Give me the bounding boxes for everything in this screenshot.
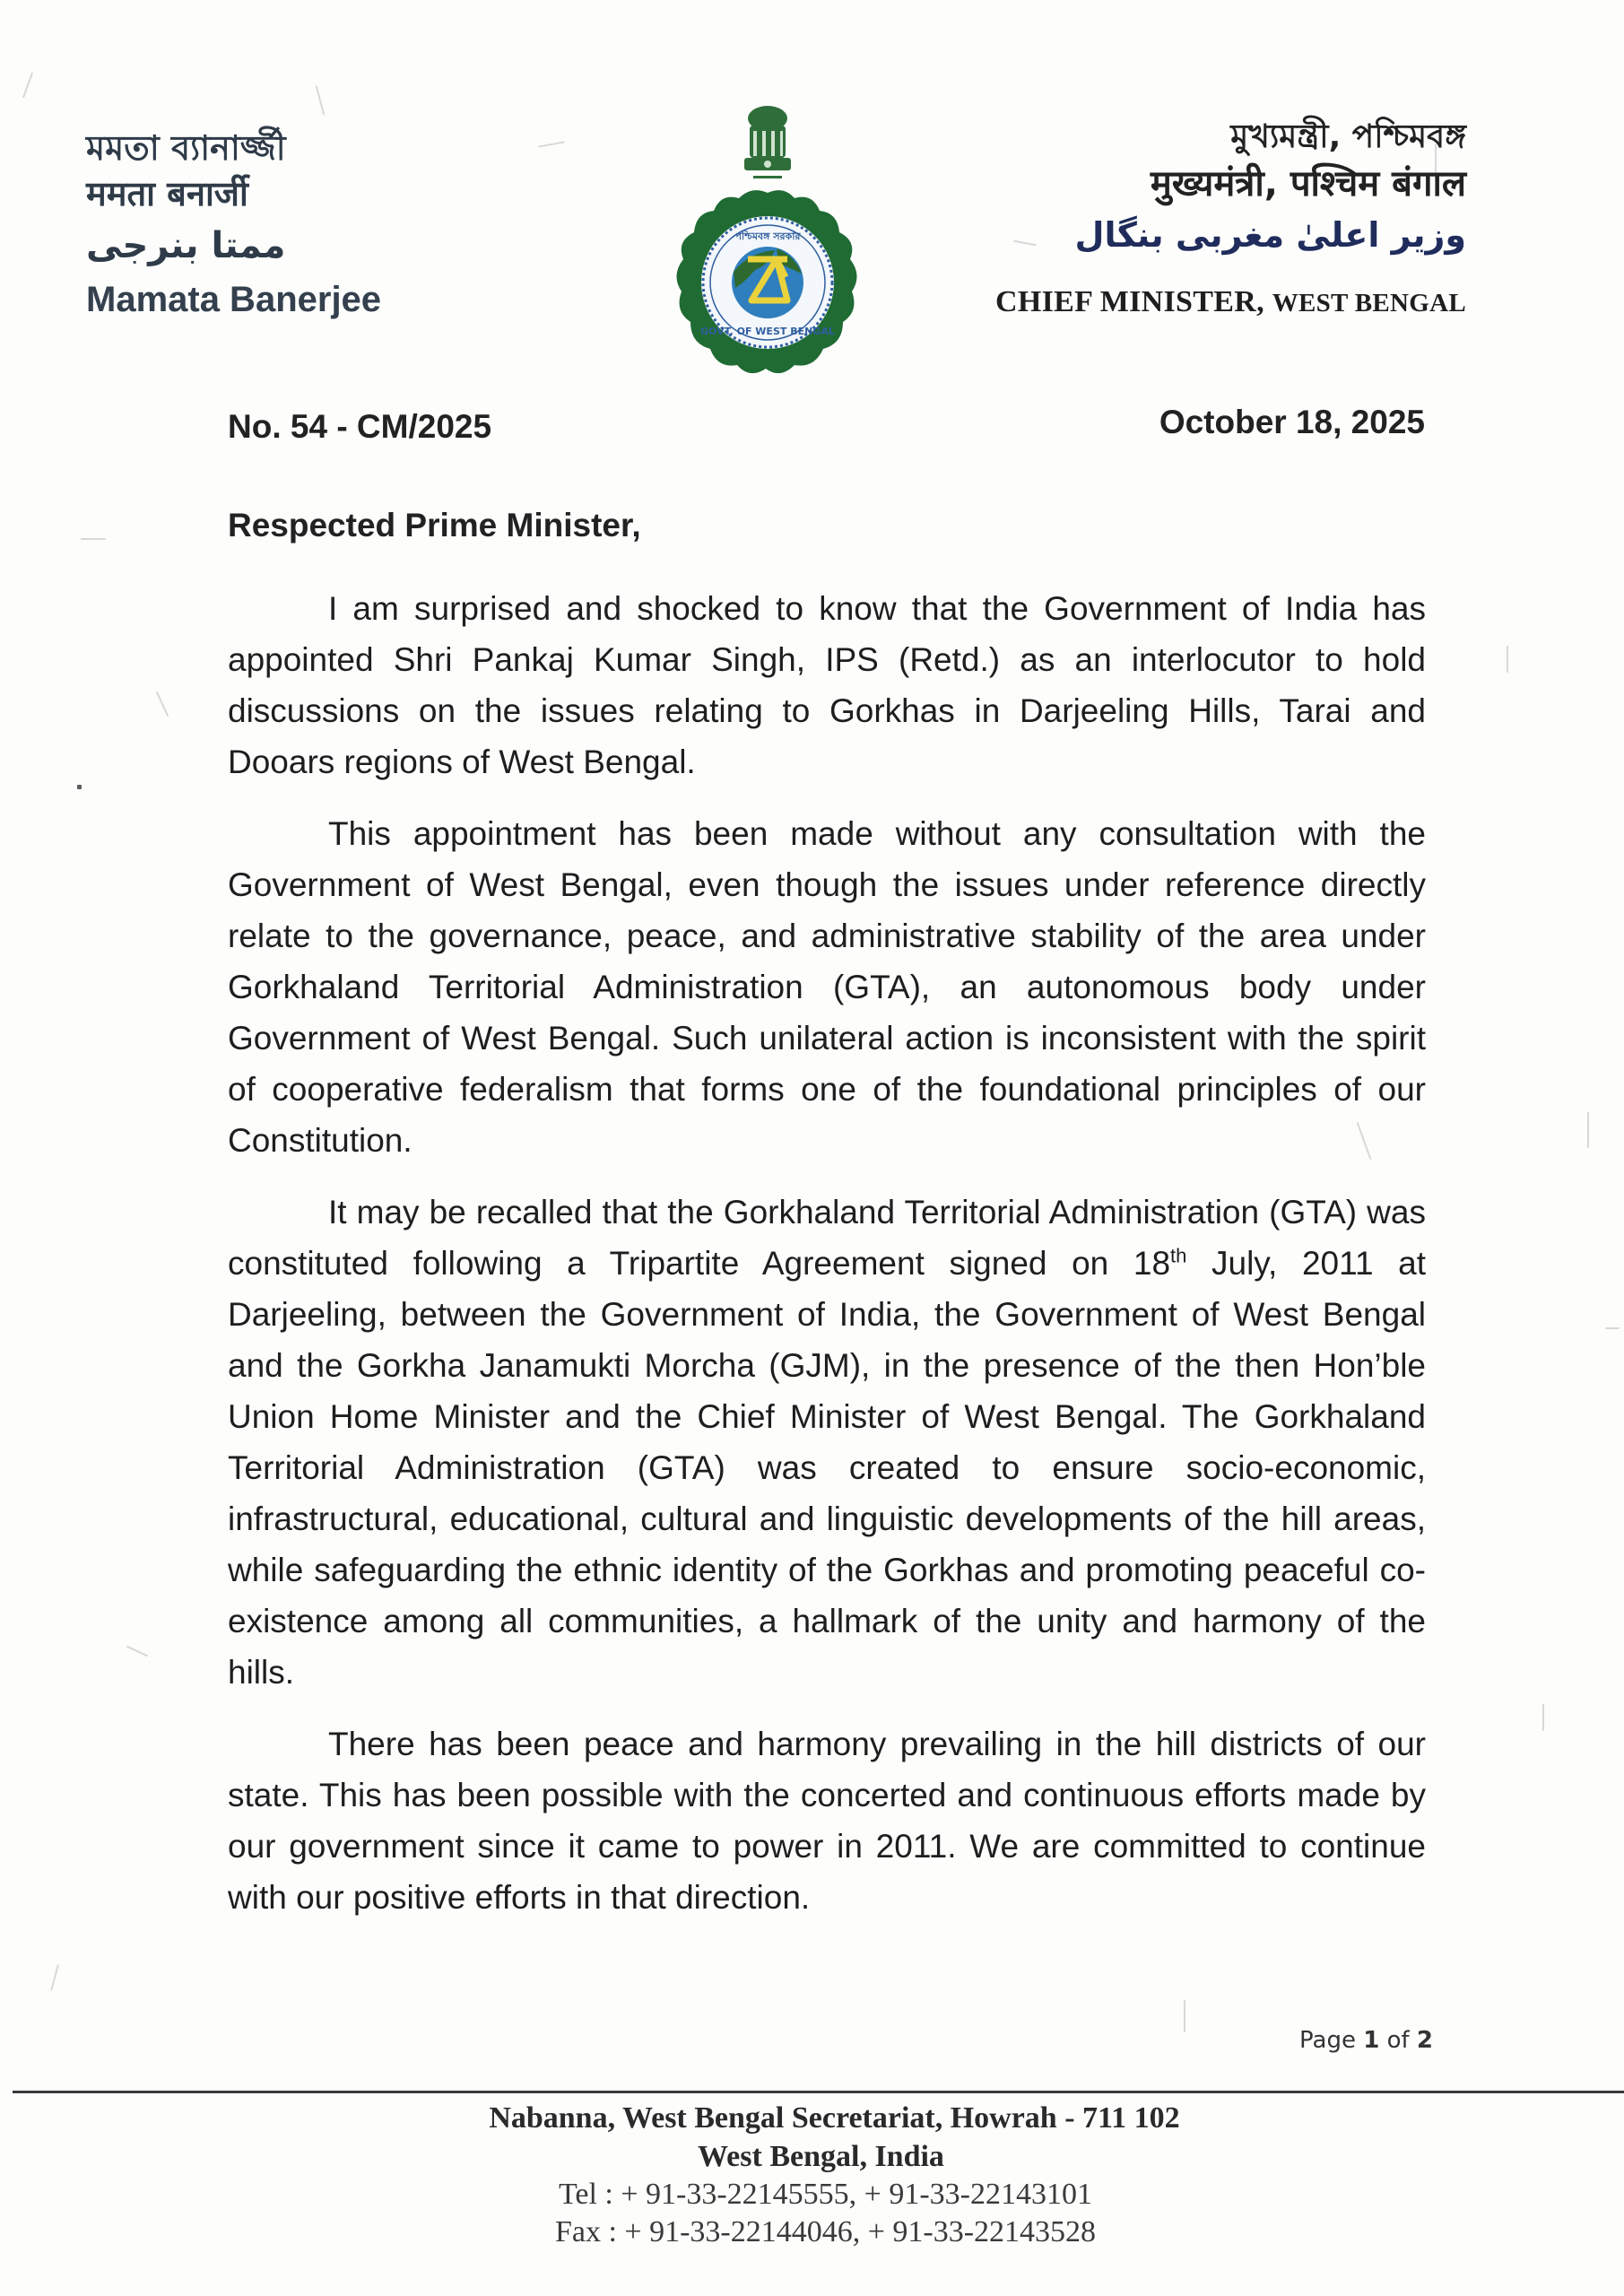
office-title-block (995, 115, 1466, 319)
footer-address-block (0, 2099, 1624, 2251)
paragraph-3-part-a: It may be recalled that the Gorkhaland Territorial Administration (GTA) was constituted following a Tripartite Agreement signed on 18 (228, 1194, 1426, 1282)
page-total: 2 (1416, 2027, 1433, 2054)
emblem-block (660, 99, 875, 368)
page-of: of (1386, 2027, 1410, 2054)
national-emblem-icon (660, 99, 875, 197)
footer-address-line-1: Nabanna, West Bengal Secretariat, Howrah - 711 102 (489, 2101, 1180, 2135)
footer-fax: Fax : + 91-33-22144046, + 91-33-22143528 (554, 2215, 1097, 2248)
letter-body (228, 583, 1426, 1944)
page-current: 1 (1363, 2027, 1380, 2054)
paragraph-1: I am surprised and shocked to know that the Government of India has appointed Shri Pankaj Kumar Singh, IPS (Retd.) as an interlocutor to hold discussions on the issues relating to Gorkhas in Darjeeling Hills, Tarai and Dooars regions of West Bengal. (228, 590, 1426, 780)
name-bengali: মমতা ব্যানার্জ্জী (86, 128, 286, 168)
name-hindi: ममता बनार्जी (86, 174, 248, 213)
footer-divider (13, 2091, 1624, 2093)
paragraph-2: This appointment has been made without any consultation with the Government of West Bengal, even though the issues under reference directly relate to the governance, peace, and administrative stability of the area under Gorkhaland Territorial Administration (GTA), an autonomous body under Government of West Bengal. Such unilateral action is inconsistent with the spirit of cooperative federalism that forms one of the foundational principles of our Constitution. (228, 815, 1426, 1159)
page-prefix: Page (1299, 2027, 1356, 2054)
letter-date: October 18, 2025 (1159, 404, 1425, 440)
svg-text:GOVT. OF WEST BENGAL: GOVT. OF WEST BENGAL (700, 326, 835, 337)
title-hindi: मुख्यमंत्री, पश्चिम बंगाल (1150, 163, 1466, 204)
title-english-main: CHIEF MINISTER, (995, 285, 1264, 318)
title-urdu: وزیر اعلیٰ مغربی بنگال (1074, 215, 1466, 255)
footer-address-line-2: West Bengal, India (698, 2140, 944, 2173)
sender-name-block (86, 126, 381, 320)
paragraph-3-part-b: July, 2011 at Darjeeling, between the Government of India, the Government of West Bengal and the Gorkha Janamukti Morcha (GJM), in the presence of the then Hon’ble Union Home Minister and the Chief Minister of West Bengal. The Gorkhaland Territorial Administration (GTA) was created to ensure socio-economic, infrastructural, educational, cultural and linguistic developments of the hill areas, while safeguarding the ethnic identity of the Gorkhas and promoting peaceful co-existence among all communities, a hallmark of the unity and harmony of the hills. (228, 1245, 1426, 1691)
title-english-state: WEST BENGAL (1272, 289, 1466, 317)
name-english: Mamata Banerjee (86, 280, 382, 319)
reference-number: No. 54 - CM/2025 (228, 408, 492, 445)
paragraph-4: There has been peace and harmony prevailing in the hill districts of our state. This has been possible with the concerted and continuous efforts made by our government since it came to power in 2011. We are committed to continue with our positive efforts in that direction. (228, 1726, 1426, 1916)
name-urdu: ممتا بنرجی (86, 225, 286, 266)
ordinal-suffix: th (1170, 1244, 1187, 1267)
page-indicator (1299, 2027, 1433, 2054)
title-english (995, 285, 1466, 319)
salutation: Respected Prime Minister, (228, 507, 641, 544)
govt-west-bengal-seal-icon (660, 188, 875, 377)
title-bengali: মুখ্যমন্ত্রী, পশ্চিমবঙ্গ (1230, 118, 1466, 155)
svg-text:পশ্চিমবঙ্গ সরকার: পশ্চিমবঙ্গ সরকার (734, 230, 801, 242)
footer-telephone: Tel : + 91-33-22145555, + 91-33-22143101 (558, 2178, 1093, 2211)
paragraph-3 (228, 1187, 1426, 1698)
